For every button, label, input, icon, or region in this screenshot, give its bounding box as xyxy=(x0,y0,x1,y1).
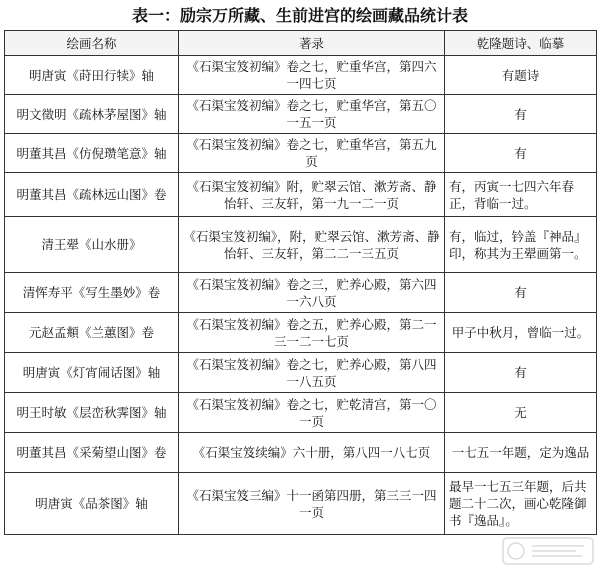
painting-name-cell: 明王时敏《层峦秋霁图》轴 xyxy=(5,393,179,433)
table-row xyxy=(5,217,597,273)
note-cell: 最早一七五三年题，后共题二十二次，画心乾隆御书『逸品』。 xyxy=(445,473,597,535)
note-cell: 一七五一年题，定为逸品 xyxy=(445,433,597,473)
table-row xyxy=(5,134,597,173)
record-cell: 《石渠宝笈初编》附，贮翠云馆、漱芳斋、静怡轩、三友轩，第一九一二一页 xyxy=(179,173,445,217)
record-cell: 《石渠宝笈初编》，附，贮翠云馆、漱芳斋、静怡轩、三友轩，第二二一三五页 xyxy=(179,217,445,273)
painting-name-cell: 明唐寅《灯宵闹话图》轴 xyxy=(5,353,179,393)
table-row xyxy=(5,473,597,535)
painting-name-cell: 明唐寅《品茶图》轴 xyxy=(5,473,179,535)
table-row xyxy=(5,173,597,217)
table-row xyxy=(5,393,597,433)
note-cell: 有 xyxy=(445,353,597,393)
table-row xyxy=(5,56,597,95)
table-row xyxy=(5,353,597,393)
record-cell: 《石渠宝笈初编》卷之七，贮重华宫，第五〇一五一页 xyxy=(179,95,445,134)
header-qianlong-note: 乾隆题诗、临摹 xyxy=(445,31,597,56)
record-cell: 《石渠宝笈初编》卷之七，贮重华宫，第四六一四七页 xyxy=(179,56,445,95)
record-cell: 《石渠宝笈初编》卷之七，贮养心殿，第八四一八五页 xyxy=(179,353,445,393)
note-cell: 有，临过，钤盖『神品』印，称其为王翚画第一。 xyxy=(445,217,597,273)
table-row xyxy=(5,433,597,473)
painting-name-cell: 明唐寅《莳田行犊》轴 xyxy=(5,56,179,95)
table-title: 表一：励宗万所藏、生前进宫的绘画藏品统计表 xyxy=(131,6,468,25)
painting-name-cell: 明文徵明《疏林茅屋图》轴 xyxy=(5,95,179,134)
note-cell: 有 xyxy=(445,95,597,134)
watermark-logo-icon xyxy=(502,537,594,565)
note-cell: 无 xyxy=(445,393,597,433)
note-cell: 有，丙寅一七四六年春正，背临一过。 xyxy=(445,173,597,217)
note-cell: 有题诗 xyxy=(445,56,597,95)
record-cell: 《石渠宝笈三编》十一函第四册，第三三一四一页 xyxy=(179,473,445,535)
painting-name-cell: 明董其昌《采菊望山图》卷 xyxy=(5,433,179,473)
record-cell: 《石渠宝笈初编》卷之七，贮重华宫，第五九页 xyxy=(179,134,445,173)
note-cell: 有 xyxy=(445,134,597,173)
record-cell: 《石渠宝笈初编》卷之七，贮乾清宫，第一〇一页 xyxy=(179,393,445,433)
collection-table xyxy=(4,30,597,535)
painting-name-cell: 清恽寿平《写生墨妙》卷 xyxy=(5,273,179,313)
table-row xyxy=(5,313,597,353)
header-painting-name: 绘画名称 xyxy=(5,31,179,56)
note-cell: 有 xyxy=(445,273,597,313)
painting-name-cell: 清王翚《山水册》 xyxy=(5,217,179,273)
table-row xyxy=(5,273,597,313)
header-record: 著录 xyxy=(179,31,445,56)
painting-name-cell: 明董其昌《疏林远山图》卷 xyxy=(5,173,179,217)
record-cell: 《石渠宝笈初编》卷之三，贮养心殿，第六四一六八页 xyxy=(179,273,445,313)
painting-name-cell: 明董其昌《仿倪瓒笔意》轴 xyxy=(5,134,179,173)
table-header-row xyxy=(5,31,597,56)
record-cell: 《石渠宝笈续编》六十册，第八四一八七页 xyxy=(179,433,445,473)
table-row xyxy=(5,95,597,134)
painting-name-cell: 元赵孟頫《兰蕙图》卷 xyxy=(5,313,179,353)
note-cell: 甲子中秋月，曾临一过。 xyxy=(445,313,597,353)
record-cell: 《石渠宝笈初编》卷之五，贮养心殿，第二一三一二一七页 xyxy=(179,313,445,353)
